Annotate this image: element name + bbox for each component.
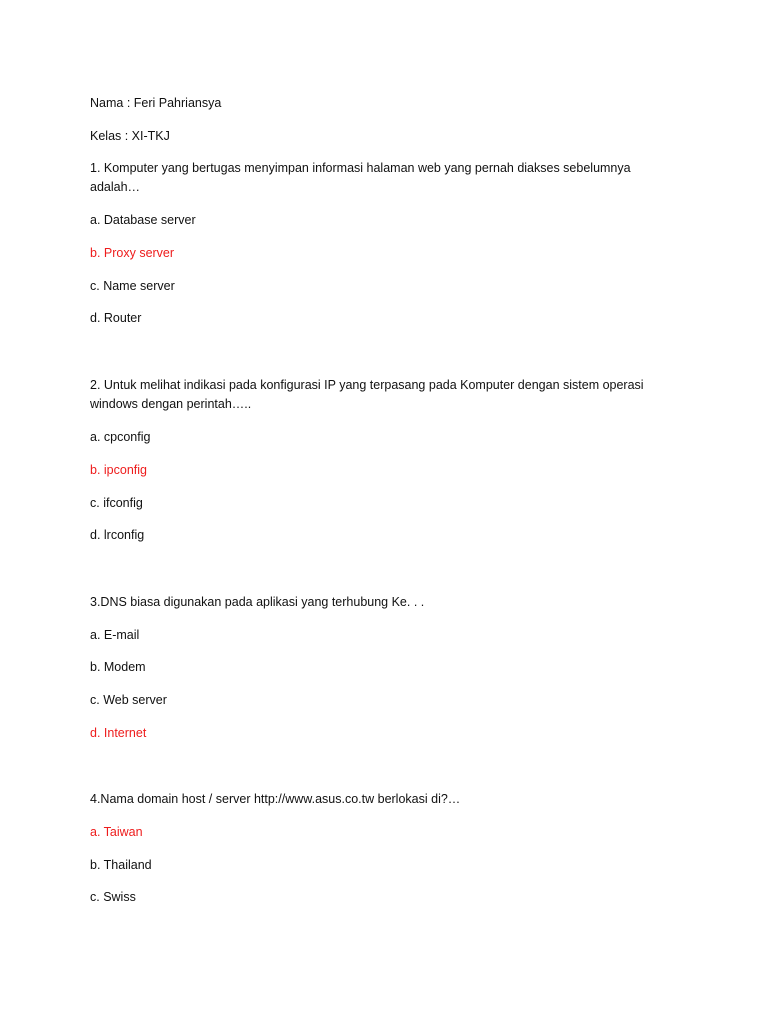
student-name: Nama : Feri Pahriansya — [90, 96, 222, 110]
question-2-option-a: a. cpconfig — [90, 430, 151, 444]
question-2-text: 2. Untuk melihat indikasi pada konfigurasi IP yang terpasang pada Komputer dengan sistem operasi windows dengan perintah….. — [90, 378, 644, 411]
student-class: Kelas : XI-TKJ — [90, 129, 170, 143]
question-1-option-c: c. Name server — [90, 279, 175, 293]
question-4-text: 4.Nama domain host / server http://www.asus.co.tw berlokasi di?… — [90, 792, 461, 806]
question-2-option-d: d. lrconfig — [90, 528, 145, 542]
question-1-option-a: a. Database server — [90, 213, 196, 227]
question-3-option-a: a. E-mail — [90, 628, 140, 642]
question-4-option-b: b. Thailand — [90, 858, 152, 872]
question-2-option-b-correct: b. ipconfig — [90, 463, 147, 477]
question-3-text: 3.DNS biasa digunakan pada aplikasi yang terhubung Ke. . . — [90, 595, 425, 609]
question-4-option-c: c. Swiss — [90, 890, 136, 904]
question-3-option-c: c. Web server — [90, 693, 167, 707]
question-4-option-a-correct: a. Taiwan — [90, 825, 143, 839]
question-2-option-c: c. ifconfig — [90, 496, 143, 510]
question-1-text: 1. Komputer yang bertugas menyimpan informasi halaman web yang pernah diakses sebelumnya adalah… — [90, 161, 631, 194]
question-3-option-d-correct: d. Internet — [90, 726, 147, 740]
question-3-option-b: b. Modem — [90, 660, 146, 674]
question-1-option-d: d. Router — [90, 311, 142, 325]
question-1-option-b-correct: b. Proxy server — [90, 246, 175, 260]
